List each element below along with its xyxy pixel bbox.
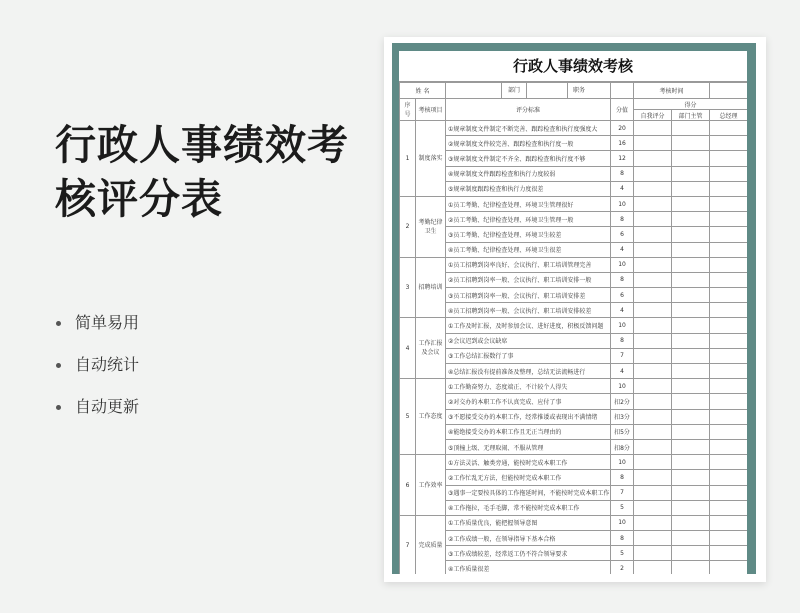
- score-cell: 8: [611, 333, 634, 348]
- manager-score-cell[interactable]: [672, 500, 710, 515]
- gm-score-cell[interactable]: [710, 227, 747, 242]
- gm-score-cell[interactable]: [710, 303, 747, 318]
- table-row: [400, 500, 748, 515]
- manager-score-cell[interactable]: [672, 272, 710, 287]
- self-score-cell[interactable]: [634, 379, 672, 394]
- table-row: [400, 257, 748, 272]
- table-row: [400, 181, 748, 196]
- manager-score-cell[interactable]: [672, 470, 710, 485]
- period-label: 考核时间: [634, 83, 710, 99]
- header-seq: 序号: [400, 99, 416, 121]
- name-value: [446, 83, 502, 98]
- header-item: 考核项目: [416, 99, 446, 121]
- manager-score-cell[interactable]: [672, 227, 710, 242]
- manager-score-cell[interactable]: [672, 333, 710, 348]
- score-cell: 5: [611, 500, 634, 515]
- self-score-cell[interactable]: [634, 272, 672, 287]
- group-item: 工作效率: [416, 455, 446, 516]
- manager-score-cell[interactable]: [672, 136, 710, 151]
- group-seq: 7: [400, 515, 416, 574]
- manager-score-cell[interactable]: [672, 409, 710, 424]
- gm-score-cell[interactable]: [710, 212, 747, 227]
- group-item: 考勤纪律卫生: [416, 196, 446, 257]
- gm-score-cell[interactable]: [710, 379, 747, 394]
- manager-score-cell[interactable]: [672, 424, 710, 439]
- gm-score-cell[interactable]: [710, 121, 747, 136]
- group-seq: 4: [400, 318, 416, 379]
- self-score-cell[interactable]: [634, 303, 672, 318]
- table-row: [400, 424, 748, 439]
- score-cell: 扣5分: [611, 424, 634, 439]
- group-item: 工作汇报及会议: [416, 318, 446, 379]
- score-cell: 5: [611, 546, 634, 561]
- group-seq: 5: [400, 379, 416, 455]
- score-cell: 8: [611, 166, 634, 181]
- self-score-cell[interactable]: [634, 318, 672, 333]
- name-label: 姓 名: [400, 83, 446, 99]
- score-cell: 10: [611, 318, 634, 333]
- self-score-cell[interactable]: [634, 288, 672, 303]
- manager-score-cell[interactable]: [672, 257, 710, 272]
- score-cell: 6: [611, 227, 634, 242]
- manager-score-cell[interactable]: [672, 439, 710, 454]
- table-row: [400, 227, 748, 242]
- table-row: [400, 348, 748, 363]
- score-cell: 8: [611, 470, 634, 485]
- criteria-cell: ②员工招聘到岗率一般、会议执行、职工培训安排一般: [446, 272, 611, 287]
- criteria-cell: ②工作忙乱无方法，但能按时完成本职工作: [446, 470, 611, 485]
- score-cell: 10: [611, 196, 634, 211]
- criteria-cell: ②会议迟到或会议缺席: [446, 333, 611, 348]
- header-self: 自我评分: [634, 110, 672, 121]
- table-row: [400, 409, 748, 424]
- criteria-cell: ③员工考勤、纪律检查处理、环境卫生较差: [446, 227, 611, 242]
- criteria-cell: ③员工招聘到岗率一般、会议执行、职工培训安排差: [446, 288, 611, 303]
- self-score-cell[interactable]: [634, 439, 672, 454]
- score-cell: 扣8分: [611, 439, 634, 454]
- gm-score-cell[interactable]: [710, 500, 747, 515]
- self-score-cell[interactable]: [634, 485, 672, 500]
- self-score-cell[interactable]: [634, 546, 672, 561]
- score-cell: 扣2分: [611, 394, 634, 409]
- criteria-cell: ③不愿接受交办的本职工作，经常推诿或表现出不满情绪: [446, 409, 611, 424]
- gm-score-cell[interactable]: [710, 515, 747, 530]
- group-seq: 2: [400, 196, 416, 257]
- criteria-cell: ②对交办的本职工作不认真完成、应付了事: [446, 394, 611, 409]
- bullet-icon: [56, 405, 61, 410]
- header-manager: 部门主管: [672, 110, 710, 121]
- manager-score-cell[interactable]: [672, 379, 710, 394]
- criteria-cell: ④规章制度文件跟踪检查和执行力度较弱: [446, 166, 611, 181]
- criteria-cell: ④员工考勤、纪律检查处理、环境卫生很差: [446, 242, 611, 257]
- dept-label: 部门: [502, 83, 527, 98]
- table-row: [400, 515, 748, 530]
- feature-list: [56, 310, 139, 436]
- gm-score-cell[interactable]: [710, 394, 747, 409]
- self-score-cell[interactable]: [634, 121, 672, 136]
- manager-score-cell[interactable]: [672, 546, 710, 561]
- self-score-cell[interactable]: [634, 515, 672, 530]
- self-score-cell[interactable]: [634, 227, 672, 242]
- criteria-cell: ①员工考勤、纪律检查处理、环境卫生管理很好: [446, 196, 611, 211]
- criteria-cell: ①工作及时汇报，及时参加会议、进好进度，积极反馈问题: [446, 318, 611, 333]
- criteria-cell: ④工作拖拉，毛手毛脚，常不能按时完成本职工作: [446, 500, 611, 515]
- table-row: [400, 546, 748, 561]
- criteria-cell: ①工作勤奋努力、态度端正、不计较个人得失: [446, 379, 611, 394]
- manager-score-cell[interactable]: [672, 531, 710, 546]
- document-page: [399, 51, 747, 574]
- criteria-cell: ①工作质量优良，能把握领导意图: [446, 515, 611, 530]
- manager-score-cell[interactable]: [672, 348, 710, 363]
- feature-item: 自动更新: [56, 394, 139, 436]
- header-score: 分值: [611, 99, 634, 121]
- gm-score-cell[interactable]: [710, 288, 747, 303]
- table-row: [400, 394, 748, 409]
- bullet-icon: [56, 321, 61, 326]
- table-row: [400, 303, 748, 318]
- criteria-cell: ④总结汇报没有提前准备及整理，总结无法流畅进行: [446, 364, 611, 379]
- group-seq: 6: [400, 455, 416, 516]
- manager-score-cell[interactable]: [672, 166, 710, 181]
- manager-score-cell[interactable]: [672, 561, 710, 574]
- header-gm: 总经理: [710, 110, 747, 121]
- score-cell: 20: [611, 121, 634, 136]
- self-score-cell[interactable]: [634, 257, 672, 272]
- manager-score-cell[interactable]: [672, 121, 710, 136]
- table-row: [400, 470, 748, 485]
- score-cell: 16: [611, 136, 634, 151]
- dept-value: [527, 83, 568, 98]
- self-score-cell[interactable]: [634, 151, 672, 166]
- score-cell: 2: [611, 561, 634, 574]
- criteria-cell: ④员工招聘到岗率一般、会议执行、职工培训安排较差: [446, 303, 611, 318]
- self-score-cell[interactable]: [634, 212, 672, 227]
- manager-score-cell[interactable]: [672, 455, 710, 470]
- document-title: 行政人事绩效考核: [399, 51, 747, 82]
- self-score-cell[interactable]: [634, 394, 672, 409]
- score-cell: 8: [611, 531, 634, 546]
- table-row: [400, 379, 748, 394]
- criteria-cell: ④工作质量很差: [446, 561, 611, 574]
- group-seq: 3: [400, 257, 416, 318]
- bullet-icon: [56, 363, 61, 368]
- table-row: [400, 242, 748, 257]
- criteria-cell: ⑤顶撞上级、无理取闹、不服从管理: [446, 439, 611, 454]
- header-row: [400, 99, 748, 110]
- gm-score-cell[interactable]: [710, 166, 747, 181]
- self-score-cell[interactable]: [634, 181, 672, 196]
- manager-score-cell[interactable]: [672, 318, 710, 333]
- self-score-cell[interactable]: [634, 455, 672, 470]
- table-row: [400, 333, 748, 348]
- period-value: [710, 83, 747, 99]
- header-points: 得分: [634, 99, 747, 110]
- feature-item: 简单易用: [56, 310, 139, 352]
- gm-score-cell[interactable]: [710, 348, 747, 363]
- table-row: [400, 212, 748, 227]
- manager-score-cell[interactable]: [672, 303, 710, 318]
- self-score-cell[interactable]: [634, 242, 672, 257]
- score-cell: 4: [611, 242, 634, 257]
- manager-score-cell[interactable]: [672, 288, 710, 303]
- hero-title: 行政人事绩效考核评分表: [55, 121, 349, 223]
- gm-score-cell[interactable]: [710, 409, 747, 424]
- gm-score-cell[interactable]: [710, 470, 747, 485]
- gm-score-cell[interactable]: [710, 272, 747, 287]
- manager-score-cell[interactable]: [672, 242, 710, 257]
- self-score-cell[interactable]: [634, 136, 672, 151]
- self-score-cell[interactable]: [634, 531, 672, 546]
- score-cell: 4: [611, 181, 634, 196]
- group-item: 工作态度: [416, 379, 446, 455]
- self-score-cell[interactable]: [634, 470, 672, 485]
- position-label: 职务: [573, 87, 586, 94]
- score-cell: 10: [611, 379, 634, 394]
- header-criteria: 评分标准: [446, 99, 611, 121]
- gm-score-cell[interactable]: [710, 333, 747, 348]
- manager-score-cell[interactable]: [672, 394, 710, 409]
- gm-score-cell[interactable]: [710, 546, 747, 561]
- manager-score-cell[interactable]: [672, 212, 710, 227]
- score-cell: 10: [611, 455, 634, 470]
- table-row: [400, 166, 748, 181]
- table-row: [400, 439, 748, 454]
- group-item: 招聘培训: [416, 257, 446, 318]
- gm-score-cell[interactable]: [710, 136, 747, 151]
- gm-score-cell[interactable]: [710, 151, 747, 166]
- score-cell: 7: [611, 348, 634, 363]
- criteria-cell: ①规章制度文件制定不断完善、跟踪检查和执行度强度大: [446, 121, 611, 136]
- table-row: [400, 455, 748, 470]
- manager-score-cell[interactable]: [672, 364, 710, 379]
- score-cell: 8: [611, 212, 634, 227]
- table-row: [400, 136, 748, 151]
- criteria-cell: ⑤规章制度跟踪检查和执行力度很差: [446, 181, 611, 196]
- gm-score-cell[interactable]: [710, 242, 747, 257]
- gm-score-cell[interactable]: [710, 318, 747, 333]
- score-cell: 10: [611, 515, 634, 530]
- position-value: [611, 83, 634, 99]
- gm-score-cell[interactable]: [710, 485, 747, 500]
- table-row: [400, 485, 748, 500]
- group-seq: 1: [400, 121, 416, 197]
- self-score-cell[interactable]: [634, 424, 672, 439]
- gm-score-cell[interactable]: [710, 424, 747, 439]
- self-score-cell[interactable]: [634, 500, 672, 515]
- gm-score-cell[interactable]: [710, 439, 747, 454]
- gm-score-cell[interactable]: [710, 196, 747, 211]
- table-row: [400, 121, 748, 136]
- criteria-cell: ③工作成绩较差，经常返工仍不符合领导要求: [446, 546, 611, 561]
- criteria-cell: ③遇事一定要按具体的工作拖延时间，不能按时完成本职工作: [446, 485, 611, 500]
- table-row: [400, 531, 748, 546]
- self-score-cell[interactable]: [634, 348, 672, 363]
- table-row: [400, 318, 748, 333]
- score-cell: 12: [611, 151, 634, 166]
- gm-score-cell[interactable]: [710, 561, 747, 574]
- score-cell: 8: [611, 272, 634, 287]
- group-item: 完成质量: [416, 515, 446, 574]
- gm-score-cell[interactable]: [710, 181, 747, 196]
- info-row: [400, 83, 748, 99]
- self-score-cell[interactable]: [634, 333, 672, 348]
- document-frame: [392, 43, 756, 574]
- feature-item: 自动统计: [56, 352, 139, 394]
- manager-score-cell[interactable]: [672, 196, 710, 211]
- manager-score-cell[interactable]: [672, 181, 710, 196]
- criteria-cell: ④能绝接受交办的本职工作且无正当理由的: [446, 424, 611, 439]
- score-cell: 扣3分: [611, 409, 634, 424]
- table-row: [400, 288, 748, 303]
- manager-score-cell[interactable]: [672, 151, 710, 166]
- table-row: [400, 561, 748, 574]
- gm-score-cell[interactable]: [710, 364, 747, 379]
- group-item: 制度落实: [416, 121, 446, 197]
- score-cell: 4: [611, 364, 634, 379]
- score-cell: 4: [611, 303, 634, 318]
- self-score-cell[interactable]: [634, 364, 672, 379]
- table-row: [400, 151, 748, 166]
- gm-score-cell[interactable]: [710, 455, 747, 470]
- self-score-cell[interactable]: [634, 196, 672, 211]
- self-score-cell[interactable]: [634, 561, 672, 574]
- table-row: [400, 272, 748, 287]
- self-score-cell[interactable]: [634, 409, 672, 424]
- criteria-cell: ①方法灵活、触类旁通，能按时完成本职工作: [446, 455, 611, 470]
- criteria-cell: ②员工考勤、纪律检查处理、环境卫生管理一般: [446, 212, 611, 227]
- hero: [55, 118, 365, 226]
- gm-score-cell[interactable]: [710, 531, 747, 546]
- score-cell: 10: [611, 257, 634, 272]
- evaluation-table: [399, 82, 747, 574]
- table-row: [400, 196, 748, 211]
- manager-score-cell[interactable]: [672, 485, 710, 500]
- table-row: [400, 364, 748, 379]
- manager-score-cell[interactable]: [672, 515, 710, 530]
- score-cell: 6: [611, 288, 634, 303]
- score-cell: 7: [611, 485, 634, 500]
- self-score-cell[interactable]: [634, 166, 672, 181]
- gm-score-cell[interactable]: [710, 257, 747, 272]
- criteria-cell: ②工作成绩一般，在领导指导下基本合格: [446, 531, 611, 546]
- criteria-cell: ③工作总结汇报数行了事: [446, 348, 611, 363]
- criteria-cell: ①员工招聘到岗率良好、会议执行、职工培训管理完善: [446, 257, 611, 272]
- criteria-cell: ③规章制度文件制定不齐全、跟踪检查和执行度不够: [446, 151, 611, 166]
- criteria-cell: ②规章制度文件较完善、跟踪检查和执行度一般: [446, 136, 611, 151]
